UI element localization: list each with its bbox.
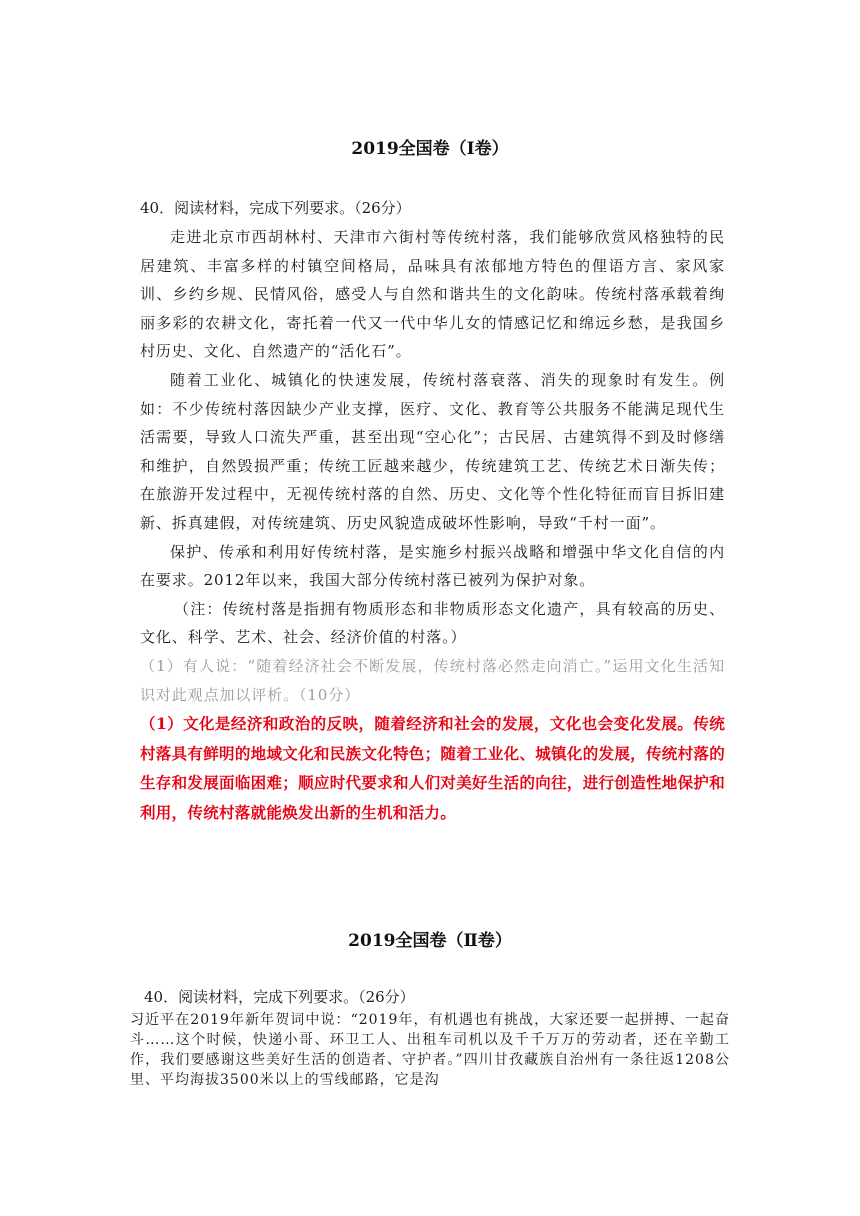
material-paragraph-2: 随着工业化、城镇化的快速发展，传统村落衰落、消失的现象时有发生。例如：不少传统村落因缺少产业支撑，医疗、文化、教育等公共服务不能满足现代生活需要，导致人口流失严重，甚至出现“空心化”；古民居、古建筑得不到及时修缮和维护，自然毁损严重；传统工匠越来越少，传统建筑工艺、传统艺术日渐失传；在旅游开发过程中，无视传统村落的自然、历史、文化等个性化特征而盲目拆旧建新、拆真建假，对传统建筑、历史风貌造成破坏性影响，导致“千村一面”。 (140, 370, 725, 532)
question-1: （1）有人说：“随着经济社会不断发展，传统村落必然走向消亡。”运用文化生活知识对此观点加以评析。（10分） (140, 656, 725, 704)
section2-question-header: 40．阅读材料，完成下列要求。（26分） (144, 988, 415, 1006)
material-note: （注：传统村落是指拥有物质形态和非物质形态文化遗产，具有较高的历史、文化、科学、艺术、社会、经济价值的村落。） (140, 599, 725, 647)
material-paragraph-1: 走进北京市西胡林村、天津市六街村等传统村落，我们能够欣赏风格独特的民居建筑、丰富多样的村镇空间格局，品味具有浓郁地方特色的俚语方言、家风家训、乡约乡规、民情风俗，感受人与自然和谐共生的文化韵味。传统村落承载着绚丽多彩的农耕文化，寄托着一代又一代中华儿女的情感记忆和绵远乡愁，是我国乡村历史、文化、自然遗产的“活化石”。 (140, 228, 725, 361)
section2-title: 2019全国卷（Ⅱ卷） (348, 931, 512, 951)
material-paragraph-3: 保护、传承和利用好传统村落，是实施乡村振兴战略和增强中华文化自信的内在要求。2012年以来，我国大部分传统村落已被列为保护对象。 (140, 542, 725, 590)
section2-paragraph: 习近平在2019年新年贺词中说：“2019年，有机遇也有挑战，大家还要一起拼搏、一起奋斗……这个时候，快递小哥、环卫工人、出租车司机以及千千万万的劳动者，还在辛勤工作，我们要感谢这些美好生活的创造者、守护者。”四川甘孜藏族自治州有一条往返1208公里、平均海拔3500米以上的雪线邮路，它是沟 (130, 1012, 730, 1088)
answer-1: （1）文化是经济和政治的反映，随着经济和社会的发展，文化也会变化发展。传统村落具有鲜明的地域文化和民族文化特色；随着工业化、城镇化的发展，传统村落的生存和发展面临困难；顺应时代要求和人们对美好生活的向往，进行创造性地保护和利用，传统村落就能焕发出新的生机和活力。 (140, 714, 725, 822)
section2-material (130, 1010, 730, 1090)
section1-material (140, 223, 725, 827)
section1-title: 2019全国卷（Ⅰ卷） (351, 139, 509, 159)
section1-question-header: 40．阅读材料，完成下列要求。（26分） (140, 199, 411, 217)
